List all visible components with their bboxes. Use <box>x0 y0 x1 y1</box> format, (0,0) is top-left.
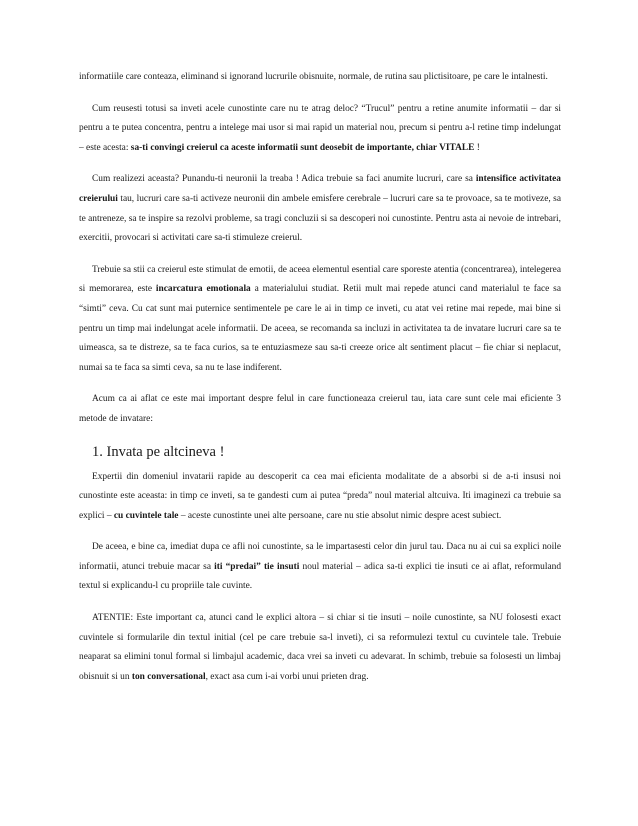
paragraph-5: Acum ca ai aflat ce este mai important despre felul in care functioneaza creierul tau, iata care sunt cele mai eficiente 3 metode de invatare: <box>79 394 561 424</box>
paragraph-7: De aceea, e bine ca, imediat dupa ce afli noi cunostinte, sa le impartasesti celor din jurul tau. Daca nu ai cui sa explici noile informatii, atunci trebuie macar sa iti “predai” tie insuti noul material – adica sa-ti explici tie insuti ce ai aflat, reformuland textul si explicandu-l cu propriile tale cuvinte. <box>79 542 562 592</box>
bold-phrase: ton conversational <box>131 671 206 682</box>
paragraph-4: Trebuie sa stii ca creierul este stimulat de emotii, de aceea elementul esential care sporeste atentia (concentrarea), intelegerea si memorarea, este incarcatura emotionala a materialului studiat. Retii mult mai repede atunci cand materialul te face sa “simti” ceva. Cu cat sunt mai puternice sentimentele pe care le ai in timp ce inveti, cu atat vei retine mai repede, mai bine si pentru un timp mai indelungat acele informatii. De aceea, se recomanda sa incluzi in activitatea ta de invatare lucruri care sa te uimeasca, sa te distreze, sa te faca curios, sa te entuziasmeze sau sa-ti creeze orice alt sentiment placut – fie chiar si neplacut, numai sa te faca sa simti ceva, sa nu te lase indiferent. <box>79 264 561 373</box>
bold-phrase: cu cuvintele tale <box>113 510 179 521</box>
bold-phrase: incarcatura emotionala <box>155 284 251 295</box>
bold-phrase: intensifice activitatea creierului <box>79 174 561 204</box>
paragraph-8: ATENTIE: Este important ca, atunci cand le explici altora – si chiar si tie insuti – noile cunostinte, sa NU folosesti exact cuvintele si formularile din textul initial (cel pe care trebuie sa-l inveti), ci sa reformulezi textul cu cuvintele tale. Trebuie neaparat sa elimini tonul formal si limbajul academic, daca vrei sa inveti cu adevarat. In schimb, trebuie sa folosesti un limbaj obisnuit si un ton conversational, exact asa cum i-ai vorbi unui prieten drag. <box>79 613 561 682</box>
section-heading: 1. Invata pe altcineva ! <box>92 443 225 460</box>
document-body <box>79 68 561 699</box>
paragraph-3: Cum realizezi aceasta? Punandu-ti neuronii la treaba ! Adica trebuie sa faci anumite lucruri, care sa intensifice activitatea creierului tau, lucruri care sa-ti activeze neuronii din ambele emisfere cerebrale – lucruri care sa te provoace, sa te motiveze, sa te antreneze, sa te inspire sa rezolvi probleme, sa tragi concluzii si sa descoperi noi cunostinte. Pentru asta ai nevoie de intrebari, exercitii, provocari si activitati care sa-ti stimuleze creierul. <box>79 174 561 244</box>
bold-phrase: iti “predai” tie insuti <box>214 561 300 572</box>
paragraph-6: Expertii din domeniul invatarii rapide au descoperit ca cea mai eficienta modalitate de a absorbi si de a-ti insusi noi cunostinte este aceasta: in timp ce inveti, sa te gandesti cum ai putea “preda” noul material altcuiva. Iti imaginezi ca trebuie sa explici – cu cuvintele tale – aceste cunostinte unei alte persoane, care nu stie absolut nimic despre acest subiect. <box>79 471 561 521</box>
bold-phrase: sa-ti convingi creierul ca aceste informatii sunt deosebit de importante, chiar VITALE <box>130 142 475 153</box>
paragraph-1: informatiile care conteaza, eliminand si ignorand lucrurile obisnuite, normale, de rutina sau plictisitoare, pe care le intalnesti. <box>79 72 548 82</box>
paragraph-2: Cum reusesti totusi sa inveti acele cunostinte care nu te atrag deloc? “Trucul” pentru a retine anumite informatii – dar si pentru a te putea concentra, pentru a intelege mai usor si mai rapid un material nou, precum si pentru a-l retine timp indelungat – este acesta: sa-ti convingi creierul ca aceste informatii sunt deosebit de importante, chiar VITALE ! <box>79 103 561 153</box>
